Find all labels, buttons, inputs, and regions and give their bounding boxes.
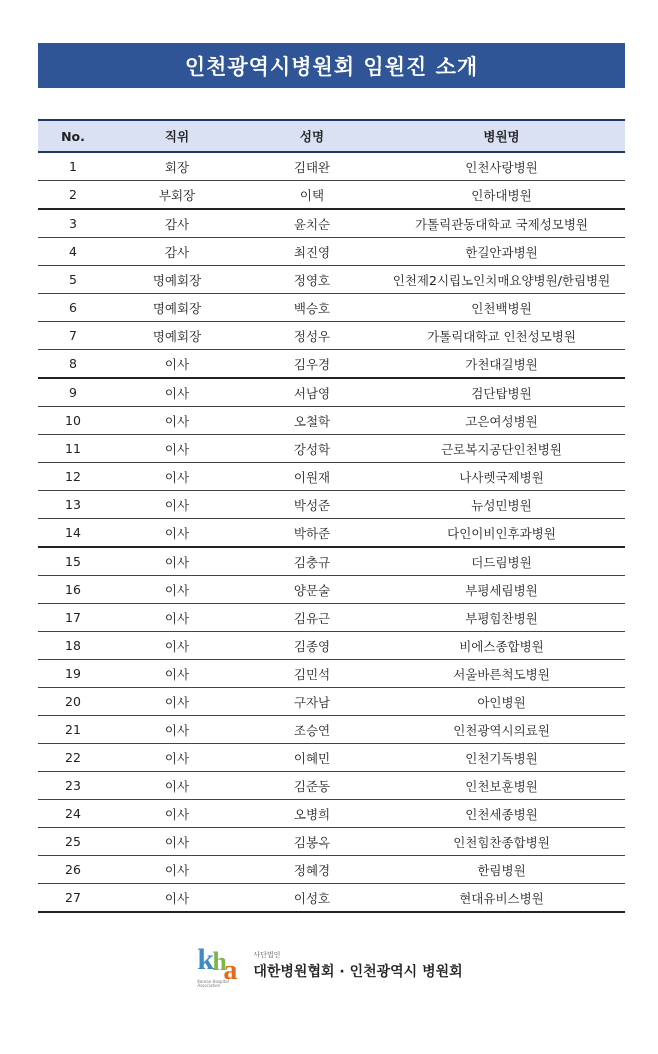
cell-hospital: 한길안과병원 (378, 238, 625, 266)
org-small-label: 사단법인 (253, 950, 281, 959)
cell-name: 이혜민 (246, 744, 378, 772)
cell-name: 김준동 (246, 772, 378, 800)
cell-position: 이사 (108, 688, 246, 716)
cell-no: 6 (38, 294, 108, 322)
cell-hospital: 인천기독병원 (378, 744, 625, 772)
kha-logo (195, 943, 247, 987)
header-name: 성명 (246, 120, 378, 152)
cell-no: 24 (38, 800, 108, 828)
cell-position: 이사 (108, 744, 246, 772)
logo-subtext: Korean Hospital Association (197, 979, 229, 988)
cell-hospital: 나사렛국제병원 (378, 463, 625, 491)
table-row (38, 378, 625, 407)
table-row (38, 688, 625, 716)
cell-hospital: 인천세종병원 (378, 800, 625, 828)
cell-position: 회장 (108, 152, 246, 181)
cell-hospital: 현대유비스병원 (378, 884, 625, 913)
cell-position: 명예회장 (108, 294, 246, 322)
cell-name: 오병희 (246, 800, 378, 828)
cell-no: 1 (38, 152, 108, 181)
cell-name: 박성준 (246, 491, 378, 519)
cell-hospital: 뉴성민병원 (378, 491, 625, 519)
cell-name: 정성우 (246, 322, 378, 350)
cell-no: 10 (38, 407, 108, 435)
cell-no: 16 (38, 576, 108, 604)
table-row (38, 576, 625, 604)
table-row (38, 181, 625, 210)
cell-no: 23 (38, 772, 108, 800)
table-row (38, 884, 625, 913)
cell-hospital: 인천광역시의료원 (378, 716, 625, 744)
cell-name: 최진영 (246, 238, 378, 266)
cell-hospital: 인천보훈병원 (378, 772, 625, 800)
table-row (38, 435, 625, 463)
cell-hospital: 가톨릭대학교 인천성모병원 (378, 322, 625, 350)
cell-position: 이사 (108, 632, 246, 660)
table-row (38, 744, 625, 772)
cell-name: 강성학 (246, 435, 378, 463)
cell-no: 21 (38, 716, 108, 744)
table-row (38, 407, 625, 435)
cell-position: 감사 (108, 238, 246, 266)
cell-no: 12 (38, 463, 108, 491)
cell-hospital: 가천대길병원 (378, 350, 625, 379)
header-no: No. (38, 120, 108, 152)
cell-name: 김우경 (246, 350, 378, 379)
cell-position: 이사 (108, 378, 246, 407)
cell-no: 5 (38, 266, 108, 294)
cell-hospital: 서울바른척도병원 (378, 660, 625, 688)
cell-no: 25 (38, 828, 108, 856)
footer (0, 940, 658, 990)
cell-name: 조승연 (246, 716, 378, 744)
cell-position: 이사 (108, 772, 246, 800)
cell-name: 박하준 (246, 519, 378, 548)
cell-hospital: 인천백병원 (378, 294, 625, 322)
org-label (253, 950, 462, 981)
cell-hospital: 부평힘찬병원 (378, 604, 625, 632)
org-name: 대한병원협회 · 인천광역시 병원회 (253, 963, 463, 980)
table-row (38, 604, 625, 632)
cell-position: 이사 (108, 828, 246, 856)
cell-hospital: 비에스종합병원 (378, 632, 625, 660)
cell-position: 이사 (108, 350, 246, 379)
cell-position: 이사 (108, 884, 246, 913)
cell-name: 이택 (246, 181, 378, 210)
cell-hospital: 인천힘찬종합병원 (378, 828, 625, 856)
cell-position: 이사 (108, 463, 246, 491)
cell-position: 이사 (108, 856, 246, 884)
cell-name: 정혜경 (246, 856, 378, 884)
logo-letter-h: h (212, 947, 227, 976)
cell-position: 명예회장 (108, 266, 246, 294)
cell-name: 윤치순 (246, 209, 378, 238)
cell-position: 이사 (108, 519, 246, 548)
cell-name: 정영호 (246, 266, 378, 294)
cell-no: 3 (38, 209, 108, 238)
officers-table (38, 119, 625, 913)
cell-no: 18 (38, 632, 108, 660)
table-row (38, 463, 625, 491)
table-row (38, 547, 625, 576)
table-row (38, 716, 625, 744)
logo-letter-k: k (197, 943, 215, 976)
header-position: 직위 (108, 120, 246, 152)
cell-no: 27 (38, 884, 108, 913)
cell-position: 부회장 (108, 181, 246, 210)
table-row (38, 350, 625, 379)
table-row (38, 632, 625, 660)
cell-name: 백승호 (246, 294, 378, 322)
cell-no: 19 (38, 660, 108, 688)
table-row (38, 856, 625, 884)
cell-name: 김봉옥 (246, 828, 378, 856)
cell-hospital: 더드림병원 (378, 547, 625, 576)
cell-name: 김유근 (246, 604, 378, 632)
cell-hospital: 검단탑병원 (378, 378, 625, 407)
cell-position: 이사 (108, 660, 246, 688)
page-title: 인천광역시병원회 임원진 소개 (184, 54, 479, 79)
cell-no: 2 (38, 181, 108, 210)
cell-position: 감사 (108, 209, 246, 238)
cell-no: 17 (38, 604, 108, 632)
cell-position: 이사 (108, 716, 246, 744)
cell-hospital: 근로복지공단인천병원 (378, 435, 625, 463)
table-row (38, 209, 625, 238)
cell-hospital: 인천제2시립노인치매요양병원/한림병원 (378, 266, 625, 294)
cell-name: 양문술 (246, 576, 378, 604)
cell-name: 김종영 (246, 632, 378, 660)
cell-name: 이원재 (246, 463, 378, 491)
cell-name: 이성호 (246, 884, 378, 913)
table-row (38, 660, 625, 688)
table-row (38, 238, 625, 266)
title-banner (38, 43, 625, 88)
cell-no: 13 (38, 491, 108, 519)
cell-hospital: 인천사랑병원 (378, 152, 625, 181)
table-row (38, 152, 625, 181)
cell-name: 구자남 (246, 688, 378, 716)
cell-position: 이사 (108, 435, 246, 463)
cell-name: 김충규 (246, 547, 378, 576)
cell-name: 김태완 (246, 152, 378, 181)
cell-hospital: 한림병원 (378, 856, 625, 884)
cell-position: 이사 (108, 491, 246, 519)
cell-position: 이사 (108, 407, 246, 435)
cell-position: 이사 (108, 604, 246, 632)
cell-position: 명예회장 (108, 322, 246, 350)
cell-no: 9 (38, 378, 108, 407)
cell-hospital: 부평세림병원 (378, 576, 625, 604)
table-header-row (38, 120, 625, 152)
cell-name: 오철학 (246, 407, 378, 435)
table-row (38, 294, 625, 322)
table-row (38, 800, 625, 828)
cell-hospital: 가톨릭관동대학교 국제성모병원 (378, 209, 625, 238)
table-row (38, 266, 625, 294)
table-row (38, 491, 625, 519)
cell-position: 이사 (108, 576, 246, 604)
cell-no: 4 (38, 238, 108, 266)
logo-letter-a: a (223, 955, 238, 986)
cell-hospital: 다인이비인후과병원 (378, 519, 625, 548)
cell-name: 김민석 (246, 660, 378, 688)
cell-no: 8 (38, 350, 108, 379)
cell-position: 이사 (108, 800, 246, 828)
cell-hospital: 아인병원 (378, 688, 625, 716)
cell-no: 11 (38, 435, 108, 463)
table-row (38, 322, 625, 350)
table-row (38, 519, 625, 548)
cell-hospital: 고은여성병원 (378, 407, 625, 435)
cell-no: 22 (38, 744, 108, 772)
cell-no: 15 (38, 547, 108, 576)
cell-name: 서남영 (246, 378, 378, 407)
header-hospital: 병원명 (378, 120, 625, 152)
cell-no: 26 (38, 856, 108, 884)
table-row (38, 828, 625, 856)
cell-position: 이사 (108, 547, 246, 576)
cell-no: 7 (38, 322, 108, 350)
cell-no: 14 (38, 519, 108, 548)
table-row (38, 772, 625, 800)
cell-hospital: 인하대병원 (378, 181, 625, 210)
cell-no: 20 (38, 688, 108, 716)
